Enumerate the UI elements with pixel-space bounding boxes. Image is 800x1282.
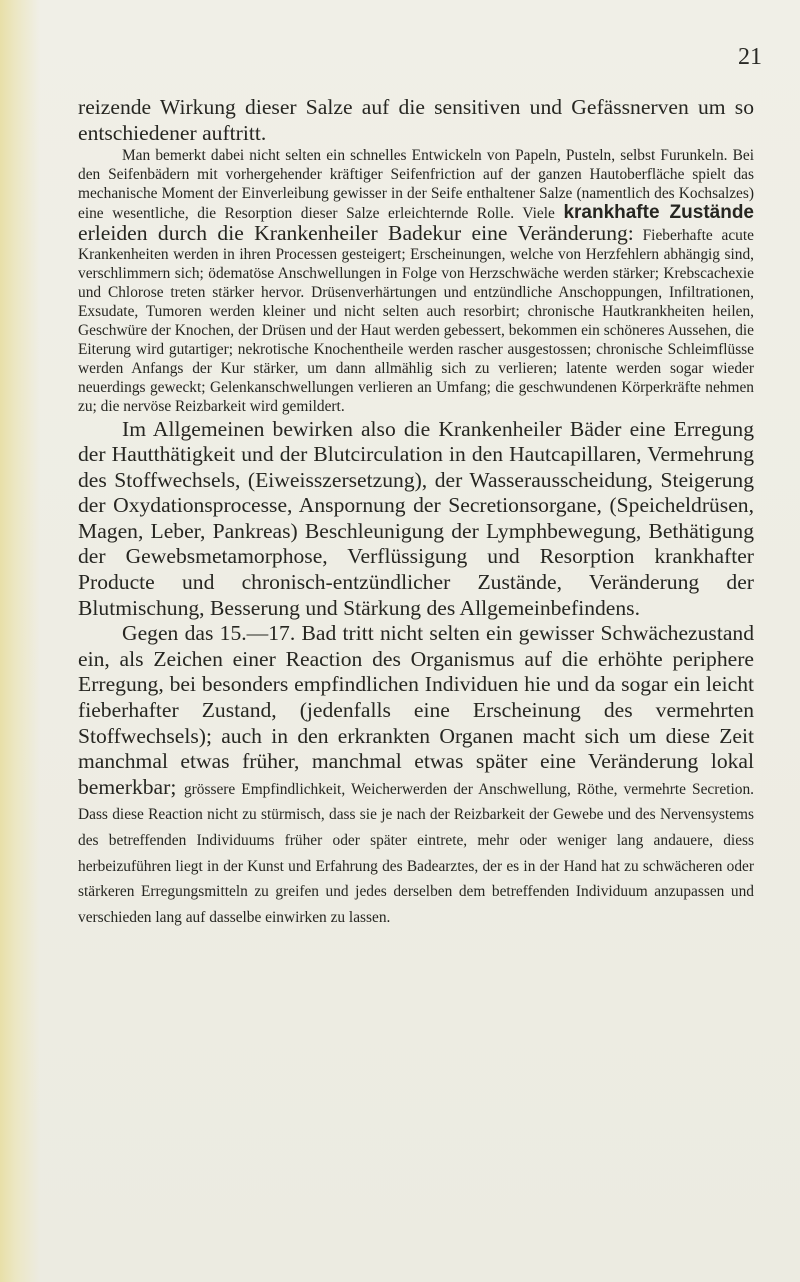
paragraph-reaction-details: grössere Empfindlichkeit, Weicherwerden der Anschwellung, Röthe, vermehrte Secretion. Dass diese Reaction nicht zu stürmisch, dass sie je nach der Reizbarkeit der Gewebe und des Nervensystems des betreffenden Individuums früher oder später eintrete, mehr oder weniger lang andauere, diess herbeizuführen liegt in der Kunst und Erfahrung des Badearztes, der es in der Hand hat zu schwächeren oder stärkeren Erregungsmitteln zu greifen und jedes derselben dem betreffenden Individuum anzupassen und verschieden lang auf dasselbe einwirken zu lassen. xyxy=(78,780,754,926)
page-edge-shadow xyxy=(0,0,40,1282)
paragraph-changes-list: Fieberhafte acute Krankenheiten werden in ihren Processen gesteigert; Erscheinungen, welche von Herzfehlern abhängig sind, verschlimmern sich; ödematöse Anschwellungen in Folge von Herzschwäche werden stärker; Krebscachexie und Chlorose treten stärker hervor. Drüsenverhärtungen und entzündliche Anschoppungen, Infiltrationen, Exsudate, Tumoren werden kleiner und nicht selten auch resorbirt; chronische Hautkrankheiten heilen, Geschwüre der Knochen, der Drüsen und der Haut werden gebessert, bekommen ein schöneres Aussehen, die Eiterung wird gutartiger; nekrotische Knochentheile werden rascher ausgestossen; chronische Schleimflüsse werden Anfangs der Kur stärker, um dann allmählig sich zu verlieren; latente werden sogar wieder neuerdings geweckt; Gelenkanschwellungen verlieren an Umfang; die geschwundenen Körperkräfte nehmen zu; die nervöse Reizbarkeit wird gemildert. xyxy=(78,226,754,416)
page-body xyxy=(78,95,754,928)
paragraph-reaction xyxy=(78,621,754,928)
paragraph-general-effects: Im Allgemeinen bewirken also die Krankenheiler Bäder eine Erregung der Hautthätigkeit und der Blutcirculation in den Hautcapillaren, Vermehrung des Stoffwechsels, (Eiweisszersetzung), der Wasserausscheidung, Steigerung der Oxydationsprocesse, Anspornung der Secretionsorgane, (Speicheldrüsen, Magen, Leber, Pankreas) Beschleunigung der Lymphbewegung, Bethätigung der Gewebsmetamorphose, Verflüssigung und Resorption krankhafter Producte und chronisch-entzündlicher Zustände, Veränderung der Blutmischung, Besserung und Stärkung des Allgemeinbefindens. xyxy=(78,416,754,620)
page-number: 21 xyxy=(738,44,762,70)
paragraph-intro-ending: reizende Wirkung dieser Salze auf die sensitiven und Gefässnerven um so entschiedener auftritt. xyxy=(78,95,754,145)
paragraph-changes-lead: erleiden durch die Krankenheiler Badekur eine Veränderung: xyxy=(78,220,634,245)
paragraph-reaction-text: Gegen das 15.—17. Bad tritt nicht selten ein gewisser Schwächezustand ein, als Zeichen einer Reaction des Organismus auf die erhöhte periphere Erregung, bei besonders empfindlichen Individuen hie und da sogar ein leicht fieberhafter Zustand, (jedenfalls eine Erscheinung des vermehrten Stoffwechsels); auch in den erkrankten Organen macht sich um diese Zeit manchmal etwas früher, manchmal etwas später eine Veränderung lokal bemerkbar; xyxy=(78,621,754,799)
paragraph-skin-reactions xyxy=(78,146,754,416)
emphasis-krankhafte-zustaende: krankhafte Zustände xyxy=(563,202,754,224)
paragraph-skin-reactions-text: Man bemerkt dabei nicht selten ein schnelles Entwickeln von Papeln, Pusteln, selbst Furunkeln. Bei den Seifenbädern mit vorhergehender kräftiger Seifenfriction auf der ganzen Hautoberfläche spielt das mechanische Moment der Einverleibung gewisser in der Seife enthaltener Salze (namentlich des Kochsalzes) eine wesentliche, die Resorption dieser Salze erleichternde Rolle. Viele xyxy=(78,147,754,223)
